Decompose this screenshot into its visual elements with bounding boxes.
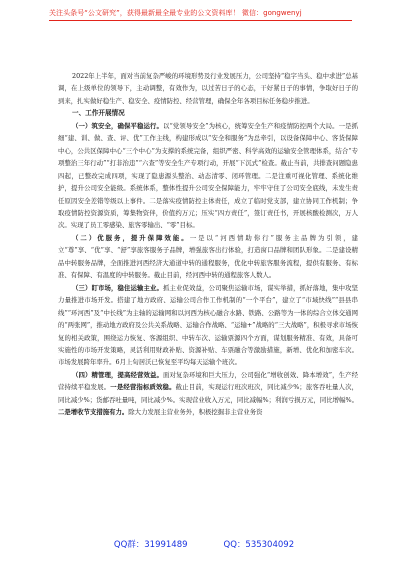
item-paragraph-management bbox=[58, 369, 358, 419]
footer-qq: QQ：535304092 bbox=[223, 540, 295, 550]
item-body: 抓主业促效益，公司聚焦运输市场，谋实举措，抓好落地，集中攻坚力量推进市场开发。搭建了地方政府、运输公司合作工作机制的“一个平台”，建立了“市域快线”“县县串线”“环河西”及“中长线”为主轴的运输网和以河西为核心融合水路、铁路、公路等为一体的综合立体交通网的“两张网”，推动地方政府及公共关系战略、运输合作战略、“运输+”战略的“三大战略”，积极寻求市场恢复的相关政策，围绕运力恢复、客源组织、中转车次、运输票源四个方面，谋划服务精准、有效，具备可实施性的市场开发策略，灵活利用财政补贴、资源补贴、车票融合等激励措施，新增、优化和加密车次。市场发展跨年率升。6月上旬居沃已恢复至平均每天运输个班次。 bbox=[58, 283, 359, 367]
banner-divider bbox=[49, 20, 352, 21]
item-lead: （一）筑安全，确保平稳运行。 bbox=[72, 121, 163, 130]
item-sub-lead-2: 二是增收节支措施有力。 bbox=[58, 408, 129, 417]
item-body: 以“党领导安全”为核心，统筹安全生产和疫情防控两个大局。一是抓细“建、训、做、查、评、优”工作主线，构建形成以“安全和服务”为总牵引，以设备保障中心、客货保障中心，公共区保障中心“三个中心”为支撑的系统完备，组织严密、科学高效的运输安全管理体系，结合“专项整治三年行动”“打非治违”“六查”等安全生产专项行动，开展“下沉式”检查。截止当前，共排查问题隐患四起，已整改完成四项，实现了隐患源头整治、动态清零、闭环管理。二是注重可视化管理、系统化维护，提升公司安全能级。系统体系，整体性提升公司安全保障能力，牢牢守住了公司安全底线，未发生责任原因安全差错等级以上事件。二是落实疫情防控主体责任，成立了临时党支部，建立协同工作机制；争取疫情防控资源资质，筹集物资伴，价值约万元；压实“四方责任”，签订责任书，开展核酸检测次，万人次。实现了员工零感染、旅客零输出、“零”目标。 bbox=[58, 121, 358, 230]
banner-text: 关注头条号“公文研究”，获得最新最全最专业的公文资料库！ 微信：gongwenyj bbox=[49, 9, 302, 17]
item-paragraph-service bbox=[58, 232, 358, 282]
item-body: 面对复杂环境和巨大压力，公司强化“增收创效、降本增效”，生产经营持续平稳发展。 bbox=[58, 370, 358, 392]
footer-contact bbox=[0, 538, 408, 550]
item-paragraph-market bbox=[58, 282, 358, 369]
item-lead: （三）盯市场，稳住运输主业。 bbox=[72, 283, 164, 292]
item-body-tail: 截止目前，实现运行班次班次，同比减少%；旅客吞吐量人次，同比减少%；货邮吞吐量吨，同比减少%。实现营业收入万元，同比减幅%；利润亏损万元，同比增幅%。 bbox=[58, 383, 359, 404]
item-body: 一是以“河西情助你行”服务主品牌为引领，建立“尊”享、“优”享、“舒”享旅客服务子品牌，增强旅客出行体验，打造窗口品牌和团队形象。二是建设精品中转服务品牌，全面推进河西经济大通道中转的通程服务，优化中转旅客服务流程，提供有服务、有标准、有保障、有温度的中转服务。截止目前，经河西中转的通程旅客人数人。 bbox=[58, 233, 358, 280]
footer-qq-group: QQ群：31991489 bbox=[113, 540, 188, 550]
section-heading: 一、工作开展情况 bbox=[72, 109, 125, 118]
item-body-tail-2: 除大力发展主营业务外，积极挖掘非主营业务资 bbox=[128, 408, 263, 417]
top-banner bbox=[0, 0, 408, 26]
item-lead: （二）优服务，提升保障效能。 bbox=[72, 233, 190, 242]
item-lead: （四）精管理，提高经营效益。 bbox=[72, 370, 163, 379]
intro-paragraph: 2022年上半年，面对当前复杂严峻的环境形势及行业发展压力，公司坚持“稳字当头、稳中求进”总基调，在上级单位的领导下，主动调整，有效作为，以过苦日子的心态，干好紧日子的事情，争取好日子的到来，扎实做好稳生产、稳安全、疫情防控、经营管理，确保全年各项目标任务稳步推进。 bbox=[58, 72, 358, 105]
item-paragraph-safety bbox=[58, 120, 358, 232]
document-body bbox=[58, 70, 358, 419]
item-sub-lead: 一是经营指标质效稳。 bbox=[110, 383, 176, 392]
